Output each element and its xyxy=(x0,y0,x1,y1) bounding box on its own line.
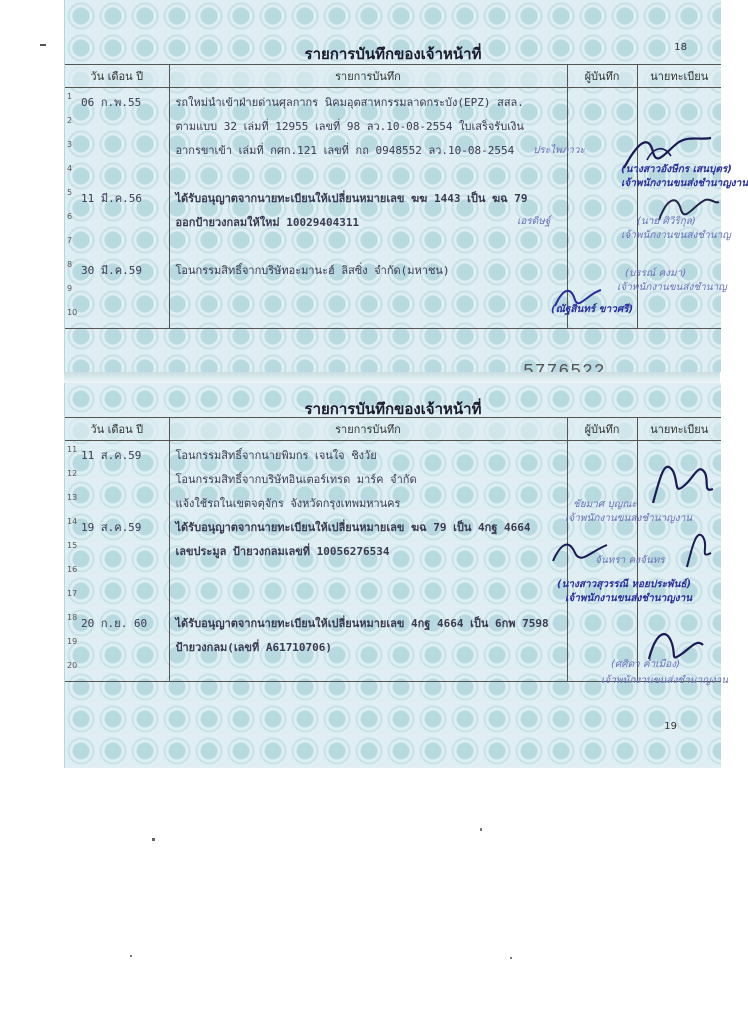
record-date-cell xyxy=(65,657,169,682)
stamp-text: (นางสาวสุวรรณี หอยประพันธ์) xyxy=(557,579,692,590)
record-date xyxy=(75,141,81,146)
record-entry: ป้ายวงกลม(เลขที่ A61710706) xyxy=(175,641,333,654)
header-recorder: ผู้บันทึก xyxy=(567,418,637,441)
record-row xyxy=(65,633,721,657)
record-row xyxy=(65,609,721,633)
line-number: 16 xyxy=(67,565,78,574)
record-date-cell xyxy=(65,280,169,304)
stamp-text: ชัยมาศ บุญณะ xyxy=(573,499,637,510)
record-date-cell xyxy=(65,585,169,609)
record-entry-cell xyxy=(169,304,567,329)
record-entry-cell xyxy=(169,633,567,657)
scan-speck xyxy=(40,44,46,46)
scan-speck xyxy=(130,955,132,957)
record-entry: เลขประมูล ป้ายวงกลมเลขที่ 10056276534 xyxy=(175,545,390,558)
scan-speck xyxy=(152,838,155,841)
registrar-cell xyxy=(637,112,721,136)
header-recorder: ผู้บันทึก xyxy=(567,65,637,88)
page-number: 18 xyxy=(674,42,687,53)
line-number: 12 xyxy=(67,469,78,478)
page-title: รายการบันทึกของเจ้าหน้าที่ xyxy=(304,400,482,418)
record-table xyxy=(65,417,721,682)
record-date: 11 ส.ค.59 xyxy=(81,449,142,462)
record-entry-cell xyxy=(169,513,567,537)
record-date: 20 ก.ย. 60 xyxy=(81,617,148,630)
record-entry-cell xyxy=(169,136,567,160)
record-date-cell xyxy=(65,88,169,113)
record-entry-cell xyxy=(169,657,567,682)
record-row xyxy=(65,88,721,113)
record-entry: ออกป้ายวงกลมให้ใหม่ 10029404311 xyxy=(175,216,360,229)
record-entry-cell xyxy=(169,184,567,208)
record-date: 19 ส.ค.59 xyxy=(81,521,142,534)
line-number: 4 xyxy=(67,164,73,173)
record-entry-cell xyxy=(169,256,567,280)
stamp-text: (นางสาวอังษีกร เสนบุตร) xyxy=(621,164,732,175)
record-date-cell xyxy=(65,160,169,184)
page-divider xyxy=(64,372,720,383)
line-number: 1 xyxy=(67,92,73,101)
stamp-text: เจ้าพนักงานขนส่งชำนาญงาน xyxy=(565,593,693,604)
page-number: 19 xyxy=(664,721,677,732)
recorder-cell xyxy=(567,112,637,136)
recorder-cell xyxy=(567,609,637,633)
record-date-cell xyxy=(65,561,169,585)
record-entry-cell xyxy=(169,88,567,113)
registrar-cell xyxy=(637,609,721,633)
record-date-cell xyxy=(65,256,169,280)
record-entry: โอนกรรมสิทธิ์จากบริษัทอินเตอร์เทรด มาร์ค จำกัด xyxy=(175,473,417,486)
registrar-cell xyxy=(637,304,721,329)
stamp-text: เจ้าพนักงานขนส่งชำนาญ xyxy=(617,282,727,293)
line-number: 20 xyxy=(67,661,78,670)
stamp-text: (บรรณ์ คงมา) xyxy=(625,268,687,279)
stamp-text: เจ้าพนักงานขนส่งชำนาญงาน xyxy=(621,178,748,189)
record-entry: โอนกรรมสิทธิ์จากบริษัทอะมานะฮ์ ลิสซิ่ง จำกัด(มหาชน) xyxy=(175,264,450,277)
line-number: 6 xyxy=(67,212,73,221)
line-number: 18 xyxy=(67,613,78,622)
record-date-cell xyxy=(65,112,169,136)
record-entry-cell xyxy=(169,609,567,633)
recorder-cell xyxy=(567,88,637,113)
record-date xyxy=(75,213,81,218)
record-entry-cell xyxy=(169,561,567,585)
record-page-bottom xyxy=(64,383,729,768)
scan-speck xyxy=(510,957,512,959)
header-registrar: นายทะเบียน xyxy=(637,65,721,88)
registrar-cell xyxy=(637,441,721,466)
stamp-text: จันทรา คงจันทร xyxy=(595,555,665,566)
record-entry: โอนกรรมสิทธิ์จากนายพิมกร เจนใจ ชิงวัย xyxy=(175,449,377,462)
line-number: 7 xyxy=(67,236,73,245)
record-date-cell xyxy=(65,136,169,160)
registrar-cell xyxy=(637,136,721,160)
registrar-cell xyxy=(637,88,721,113)
record-page-top xyxy=(64,0,748,372)
record-date-cell xyxy=(65,633,169,657)
line-number: 8 xyxy=(67,260,73,269)
line-number: 9 xyxy=(67,284,73,293)
record-entry: ได้รับอนุญาตจากนายทะเบียนให้เปลี่ยนหมายเลข ฆฆ 1443 เป็น ฆฉ 79 xyxy=(175,192,528,205)
record-entry-cell xyxy=(169,537,567,561)
stamp-text: เอรดิษฐ์ xyxy=(517,216,551,227)
stamp-text: (นาย ศิวิริกุล) xyxy=(637,216,696,227)
record-date-cell xyxy=(65,441,169,466)
line-number: 15 xyxy=(67,541,78,550)
record-row xyxy=(65,441,721,466)
header-entry: รายการบันทึก xyxy=(169,418,567,441)
record-entry-cell xyxy=(169,232,567,256)
recorder-cell xyxy=(567,441,637,466)
record-date-cell xyxy=(65,489,169,513)
line-number: 13 xyxy=(67,493,78,502)
stamp-text: ประไพภาวะ xyxy=(533,145,585,156)
record-date: 11 มี.ค.56 xyxy=(81,192,142,205)
record-entry-cell xyxy=(169,441,567,466)
record-date: 06 ก.พ.55 xyxy=(81,96,142,109)
record-date: 30 มี.ค.59 xyxy=(81,264,142,277)
record-date xyxy=(75,165,81,170)
record-entry-cell xyxy=(169,160,567,184)
record-date-cell xyxy=(65,304,169,329)
registrar-cell xyxy=(637,465,721,489)
record-entry-cell xyxy=(169,489,567,513)
record-date-cell xyxy=(65,609,169,633)
record-date-cell xyxy=(65,232,169,256)
recorder-cell xyxy=(567,633,637,657)
line-number: 2 xyxy=(67,116,73,125)
record-entry-cell xyxy=(169,112,567,136)
line-number: 10 xyxy=(67,308,78,317)
header-date: วัน เดือน ปี xyxy=(65,418,169,441)
record-entry: ได้รับอนุญาตจากนายทะเบียนให้เปลี่ยนหมายเลข ฆฉ 79 เป็น 4กฐ 4664 xyxy=(175,521,531,534)
record-entry-cell xyxy=(169,585,567,609)
stamp-text: เจ้าพนักงานขนส่งชำนาญ xyxy=(621,230,731,241)
stamp-text: (ศศิดา คำเมือง) xyxy=(611,659,680,670)
registrar-cell xyxy=(637,633,721,657)
record-date xyxy=(75,237,81,242)
record-entry-cell xyxy=(169,208,567,232)
record-date-cell xyxy=(65,184,169,208)
record-date-cell xyxy=(65,537,169,561)
line-number: 14 xyxy=(67,517,78,526)
record-row xyxy=(65,465,721,489)
record-row xyxy=(65,112,721,136)
header-entry: รายการบันทึก xyxy=(169,65,567,88)
record-entry: ตามแบบ 32 เล่มที่ 12955 เลขที่ 98 ลว.10-08-2554 ใบเสร็จรับเงิน xyxy=(175,120,524,133)
record-date xyxy=(75,117,81,122)
line-number: 5 xyxy=(67,188,73,197)
line-number: 3 xyxy=(67,140,73,149)
record-entry: ได้รับอนุญาตจากนายทะเบียนให้เปลี่ยนหมายเลข 4กฐ 4664 เป็น 6กพ 7598 xyxy=(175,617,549,630)
record-date-cell xyxy=(65,513,169,537)
registrar-cell xyxy=(637,489,721,513)
record-row xyxy=(65,256,721,280)
stamp-text: (ณัฐสินทร์ ขาวศรี) xyxy=(551,304,634,315)
header-registrar: นายทะเบียน xyxy=(637,418,721,441)
stamp-text: เจ้าพนักงานขนส่งชำนาญงาน xyxy=(601,675,729,686)
record-date-cell xyxy=(65,465,169,489)
line-number: 11 xyxy=(67,445,78,454)
line-number: 19 xyxy=(67,637,78,646)
record-date xyxy=(75,285,81,290)
recorder-cell xyxy=(567,465,637,489)
page-title: รายการบันทึกของเจ้าหน้าที่ xyxy=(304,45,482,63)
record-entry-cell xyxy=(169,465,567,489)
header-date: วัน เดือน ปี xyxy=(65,65,169,88)
line-number: 17 xyxy=(67,589,78,598)
scan-speck xyxy=(480,828,482,831)
record-entry: รถใหม่นำเข้าฝ่ายด่านศุลกากร นิคมอุตสาหกรรมลาดกระบัง(EPZ) สสล. xyxy=(175,96,524,109)
record-entry: อากรขาเข้า เล่มที่ กศก.121 เลขที่ กถ 0948552 ลว.10-08-2554 xyxy=(175,144,515,157)
record-row xyxy=(65,136,721,160)
record-entry-cell xyxy=(169,280,567,304)
record-date-cell xyxy=(65,208,169,232)
stamp-text: เจ้าพนักงานขนส่งชำนาญงาน xyxy=(565,513,693,524)
record-entry: แจ้งใช้รถในเขตจตุจักร จังหวัดกรุงเทพมหานคร xyxy=(175,497,401,510)
